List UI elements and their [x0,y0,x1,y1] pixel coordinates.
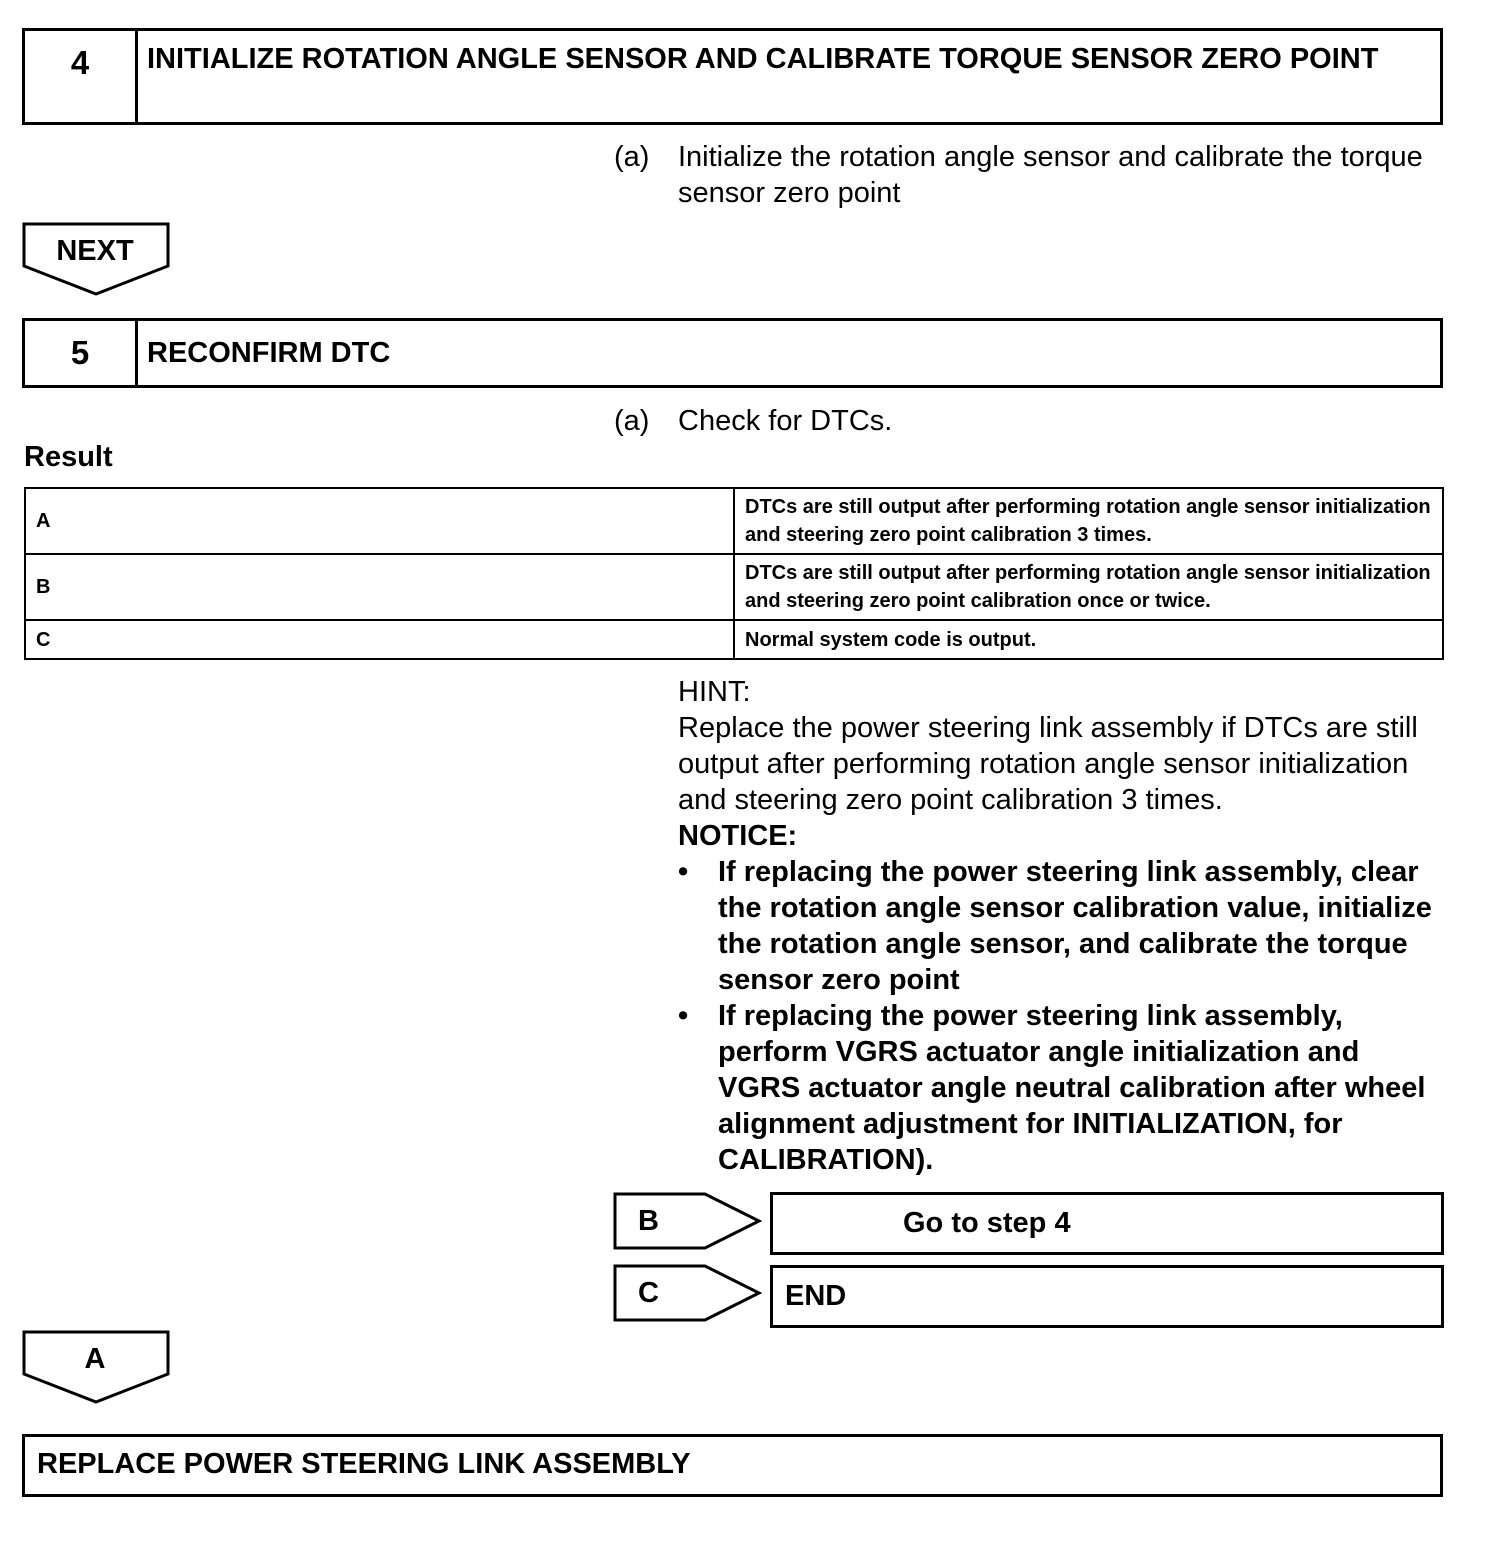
notice-item [678,998,1438,1178]
result-description: Normal system code is output. [734,620,1443,659]
step-5-sub-text: Check for DTCs. [678,405,893,437]
step-4-title: INITIALIZE ROTATION ANGLE SENSOR AND CALIBRATE TORQUE SENSOR ZERO POINT [147,43,1379,75]
notice-item-text: If replacing the power steering link assembly, clear the rotation angle sensor calibration value, initialize the rotation angle sensor, and calibrate the torque sensor zero point [718,856,1432,996]
bullet-icon: • [678,1000,689,1032]
notice-item-text: If replacing the power steering link assembly, perform VGRS actuator angle initialization and VGRS actuator angle neutral calibration after wheel alignment adjustment for INITIALIZATION, for CALIBRATION). [718,1000,1426,1176]
step-4-sub-label: (a) [614,141,650,173]
branch-c-arrow [613,1264,765,1324]
bullet-icon: • [678,856,689,888]
step-5-header [22,318,1443,388]
next-label: NEXT [56,235,134,267]
result-code: C [25,620,734,659]
a-label: A [84,1343,106,1375]
result-description: DTCs are still output after performing rotation angle sensor initialization and steering zero point calibration 3 times. [734,488,1443,554]
result-table [24,487,1444,660]
table-row [25,554,1443,620]
branch-c-action: END [785,1280,847,1312]
branch-c-action-box [770,1265,1444,1328]
table-row [25,620,1443,659]
branch-c-code: C [638,1277,659,1309]
branch-b-arrow [613,1192,765,1252]
branch-b-code: B [638,1205,659,1237]
result-code: B [25,554,734,620]
result-code: A [25,488,734,554]
notice-item [678,854,1438,998]
notice-label: NOTICE: [678,820,798,852]
result-description: DTCs are still output after performing rotation angle sensor initialization and steering zero point calibration once or twice. [734,554,1443,620]
branch-b-action: Go to step 4 [903,1207,1071,1239]
step-4-sub-text: Initialize the rotation angle sensor and calibrate the torque sensor zero point [678,141,1423,209]
final-action-text: REPLACE POWER STEERING LINK ASSEMBLY [37,1448,691,1480]
step-5-title: RECONFIRM DTC [147,337,391,369]
hint-notice-block [678,674,1438,1178]
final-action-box [22,1434,1443,1497]
result-heading: Result [24,441,113,473]
step-5-number: 5 [25,321,138,385]
table-row [25,488,1443,554]
step-5-sub-label: (a) [614,405,650,437]
step-4-number: 4 [25,31,138,122]
hint-label: HINT: [678,676,751,708]
step-4-header [22,28,1443,125]
branch-b-action-box [770,1192,1444,1255]
hint-text: Replace the power steering link assembly if DTCs are still output after performing rotation angle sensor initialization and steering zero point calibration 3 times. [678,712,1418,816]
